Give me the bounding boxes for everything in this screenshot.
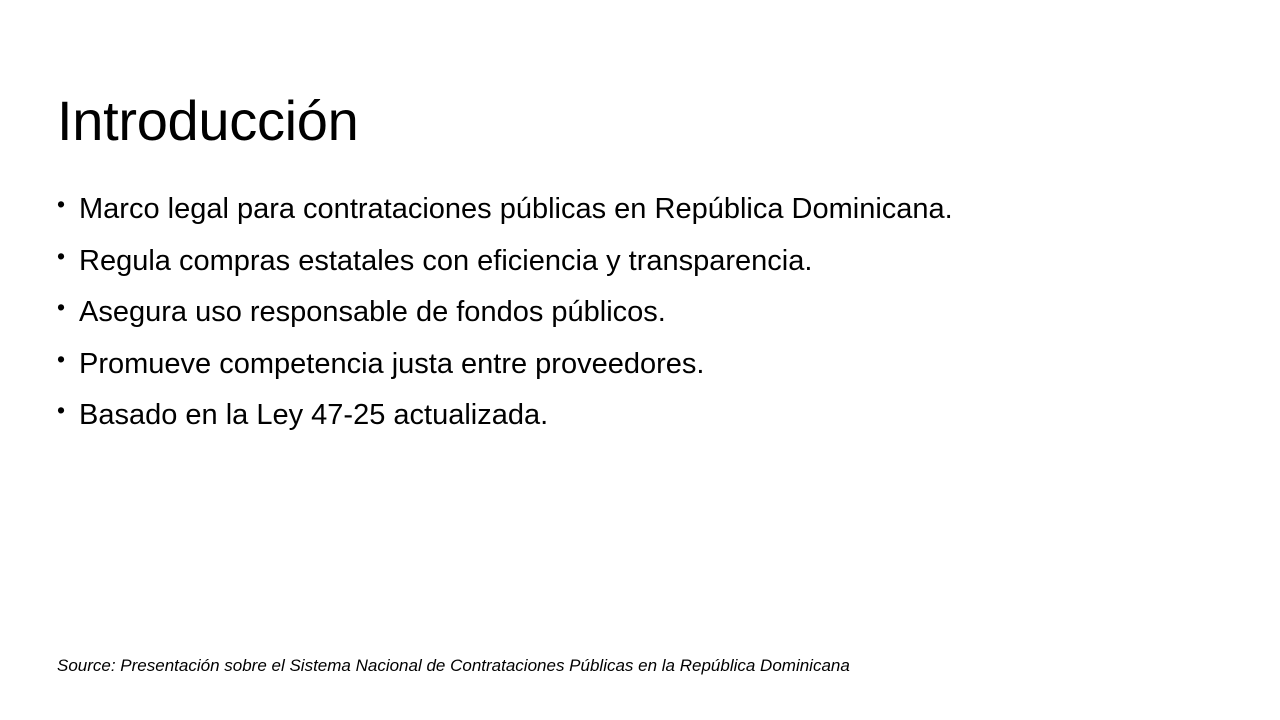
bullet-icon: •	[57, 294, 66, 321]
list-item	[57, 339, 1227, 391]
list-item-text: Regula compras estatales con eficiencia y transparencia.	[79, 244, 813, 277]
list-item-text: Basado en la Ley 47-25 actualizada.	[79, 399, 549, 432]
list-item	[57, 390, 1227, 442]
list-item-text: Marco legal para contrataciones públicas en República Dominicana.	[79, 193, 953, 225]
bullet-icon: •	[57, 345, 66, 372]
page-title: Introducción	[57, 88, 359, 152]
bullet-icon: •	[57, 191, 66, 217]
bullet-icon: •	[57, 242, 66, 269]
list-item	[57, 184, 1227, 236]
list-item-text: Promueve competencia justa entre proveedores.	[79, 347, 705, 380]
source-note: Source: Presentación sobre el Sistema Nacional de Contrataciones Públicas en la República Dominicana	[57, 656, 850, 675]
bullet-icon: •	[57, 397, 66, 424]
list-item	[57, 287, 1227, 339]
bullet-list	[57, 184, 1227, 442]
list-item-text: Asegura uso responsable de fondos públicos.	[79, 296, 666, 329]
list-item	[57, 236, 1227, 288]
